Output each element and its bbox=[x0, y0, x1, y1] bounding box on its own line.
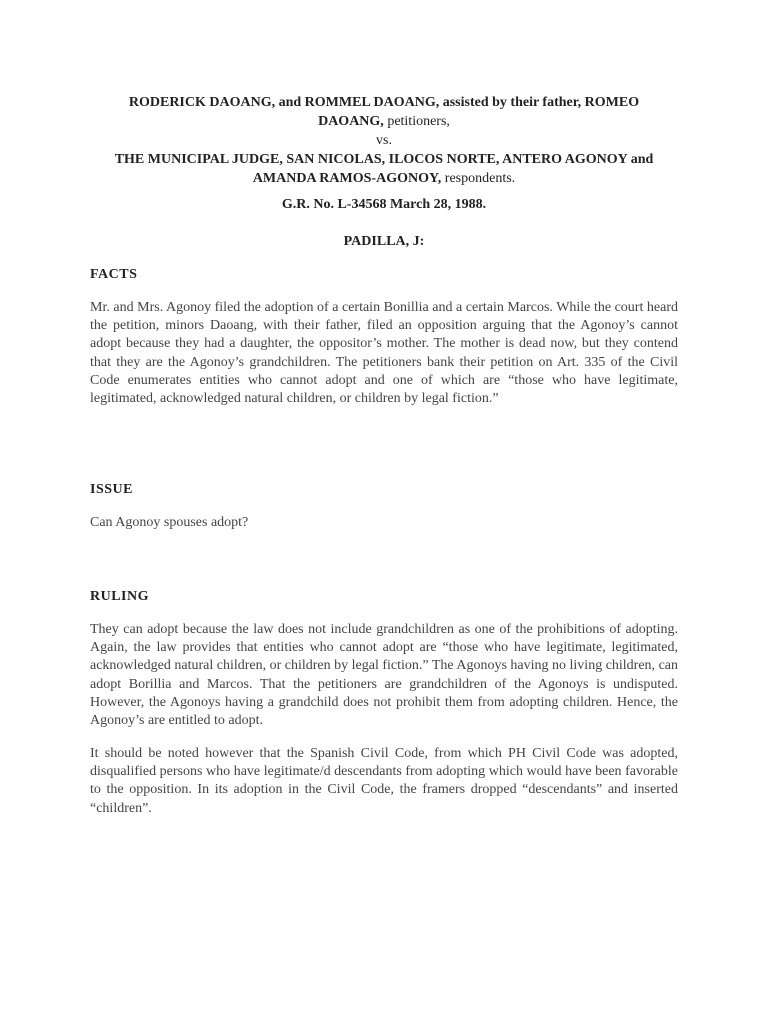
caption-respondents-role: AMANDA RAMOS-AGONOY, respondents. bbox=[252, 171, 516, 186]
case-number: G.R. No. L-34568 March 28, 1988. bbox=[281, 197, 487, 212]
facts-paragraph: Mr. and Mrs. Agonoy filed the adoption of a certain Bonillia and a certain Marcos. While the court heard the petition, minors Daoang, with their father, filed an opposition arguing that the Agonoy’s cannot adopt because they had a daughter, the oppositor’s mother. The mother is dead now, but they contend that they are the Agonoy’s grandchildren. The petitioners bank their petition on Art. 335 of the Civil Code enumerates entities who cannot adopt and one of which are “those who have legitimate, legitimated, acknowledged natural children, or children by legal fiction.” bbox=[90, 300, 678, 407]
caption-versus: vs. bbox=[376, 133, 392, 148]
caption-petitioners-role: DAOANG, petitioners, bbox=[318, 114, 450, 129]
issue-paragraph: Can Agonoy spouses adopt? bbox=[90, 515, 249, 530]
facts-heading: FACTS bbox=[90, 267, 138, 282]
caption-respondents-line: THE MUNICIPAL JUDGE, SAN NICOLAS, ILOCOS NORTE, ANTERO AGONOY and bbox=[114, 152, 654, 167]
ponente: PADILLA, J: bbox=[343, 234, 425, 249]
ruling-paragraph-2: It should be noted however that the Spanish Civil Code, from which PH Civil Code was adopted, disqualified persons who have legitimate/d descendants from adopting which would have been favorable to the opposition. In its adoption in the Civil Code, the framers dropped “descendants” and inserted “children”. bbox=[90, 746, 678, 816]
ruling-heading: RULING bbox=[90, 589, 150, 604]
caption-petitioners-line: RODERICK DAOANG, and ROMMEL DAOANG, assisted by their father, ROMEO bbox=[128, 95, 640, 110]
case-caption bbox=[88, 93, 680, 188]
issue-heading: ISSUE bbox=[90, 482, 133, 497]
ruling-paragraph-1: They can adopt because the law does not include grandchildren as one of the prohibitions of adopting. Again, the law provides that entities who cannot adopt are “those who have legitimate, legitimated, acknowledged natural children, or children by legal fiction.” The Agonoys having no living children, can adopt Borillia and Marcos. That the petitioners are grandchildren of the Agonoys is undisputed. However, the Agonoys having a grandchild does not prohibit them from adopting children. Hence, the Agonoy’s are entitled to adopt. bbox=[90, 622, 678, 729]
